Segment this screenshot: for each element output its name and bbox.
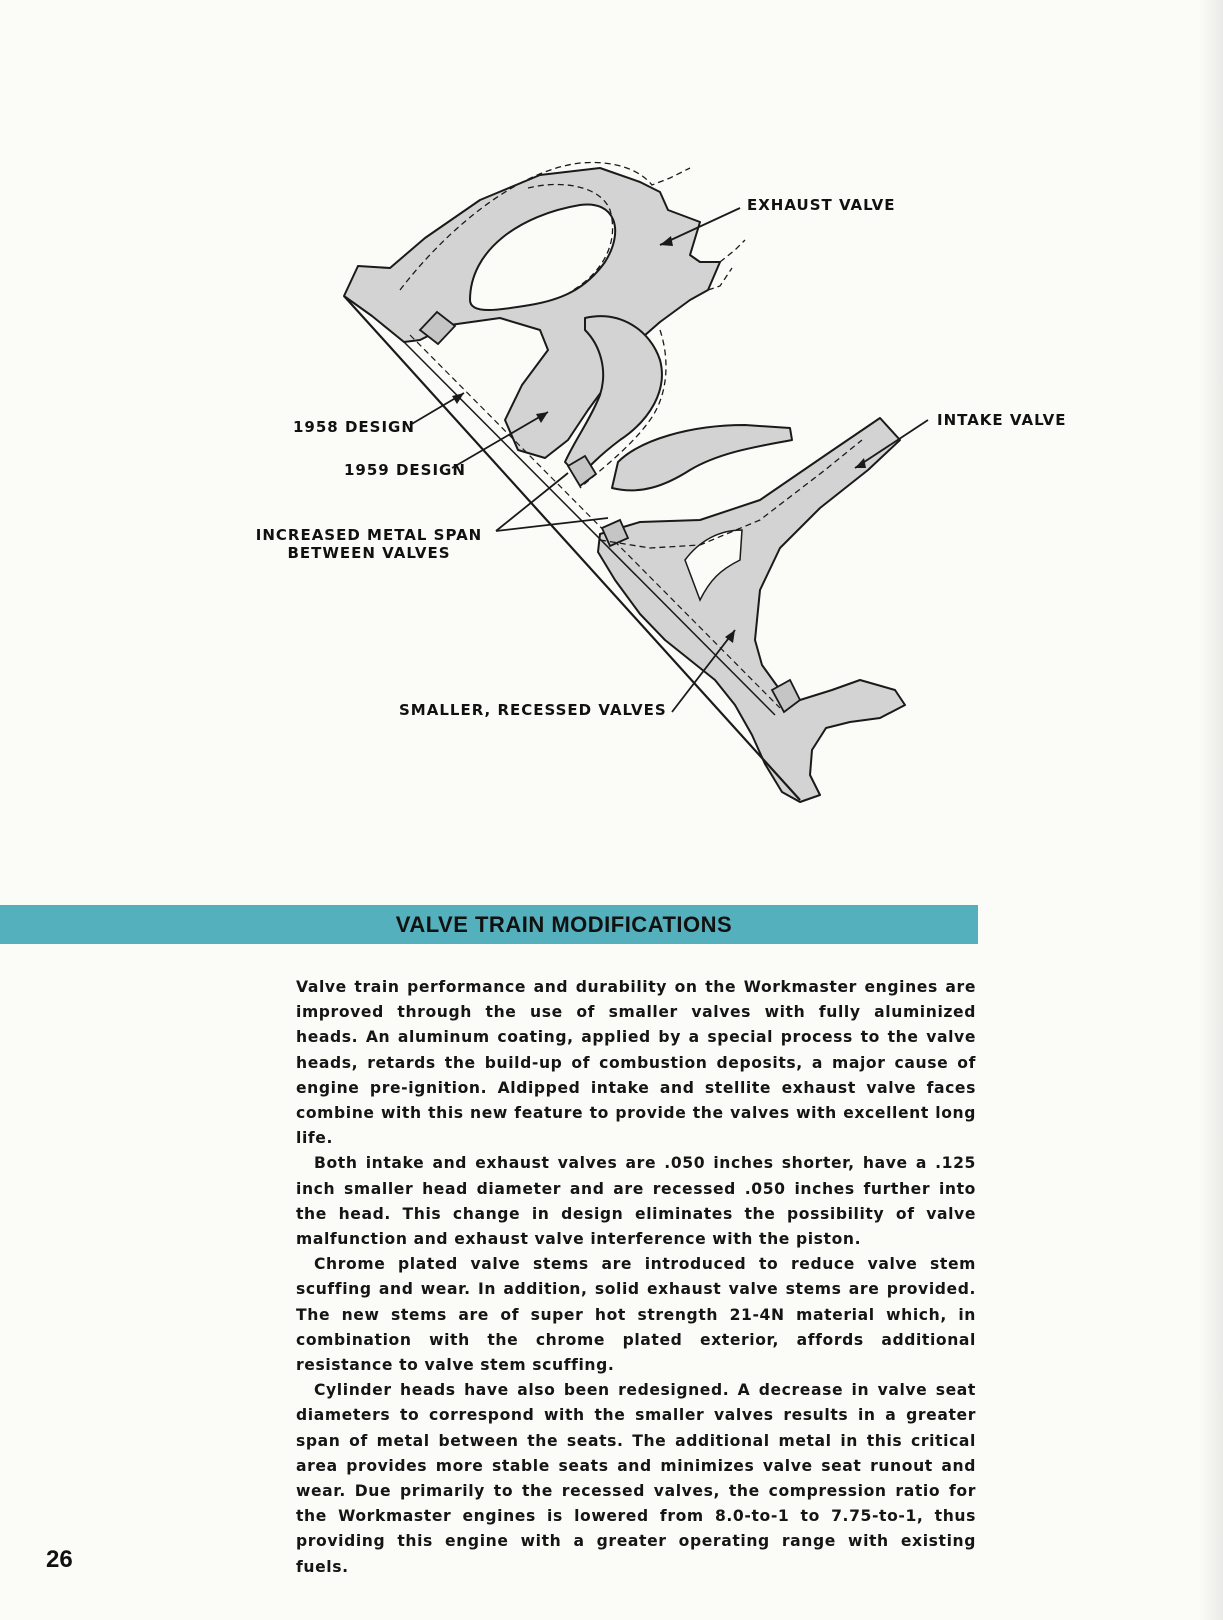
article-body	[296, 975, 976, 1580]
label-increased-metal-span	[252, 526, 486, 562]
page-number: 26	[46, 1546, 73, 1573]
label-intake-valve: INTAKE VALVE	[937, 411, 1067, 429]
paragraph-1: Valve train performance and durability on the Workmaster engines are improved through the use of smaller valves with fully aluminized heads. An aluminum coating, applied by a special process to the valve heads, retards the build-up of combustion deposits, a major cause of engine pre-ignition. Aldipped intake and stellite exhaust valve faces combine with this new feature to provide the valves with excellent long life.	[296, 978, 976, 1148]
paragraph-2: Both intake and exhaust valves are .050 inches shorter, have a .125 inch smaller head diameter and are recessed .050 inches further into the head. This change in design eliminates the possibility of valve malfunction and exhaust valve interference with the piston.	[296, 1154, 976, 1249]
paragraph-3: Chrome plated valve stems are introduced to reduce valve stem scuffing and wear. In addition, solid exhaust valve stems are provided. The new stems are of super hot strength 21-4N material which, in combination with the chrome plated exterior, affords additional resistance to valve stem scuffing.	[296, 1255, 976, 1375]
label-exhaust-valve: EXHAUST VALVE	[747, 196, 896, 214]
paragraph-4: Cylinder heads have also been redesigned. A decrease in valve seat diameters to correspond with the smaller valves results in a greater span of metal between the seats. The additional metal in this critical area provides more stable seats and minimizes valve seat runout and wear. Due primarily to the recessed valves, the compression ratio for the Workmaster engines is lowered from 8.0-to-1 to 7.75-to-1, thus providing this engine with a greater operating range with existing fuels.	[296, 1381, 976, 1576]
label-metal-span-line1: INCREASED METAL SPAN	[255, 526, 483, 544]
page-edge-shadow	[1199, 0, 1223, 1620]
label-metal-span-line2: BETWEEN VALVES	[287, 544, 451, 562]
label-1958-design: 1958 DESIGN	[293, 418, 415, 436]
label-1959-design: 1959 DESIGN	[344, 461, 466, 479]
section-heading-bar	[0, 905, 978, 944]
section-heading: VALVE TRAIN MODIFICATIONS	[395, 912, 733, 937]
label-smaller-recessed-valves: SMALLER, RECESSED VALVES	[399, 701, 667, 719]
